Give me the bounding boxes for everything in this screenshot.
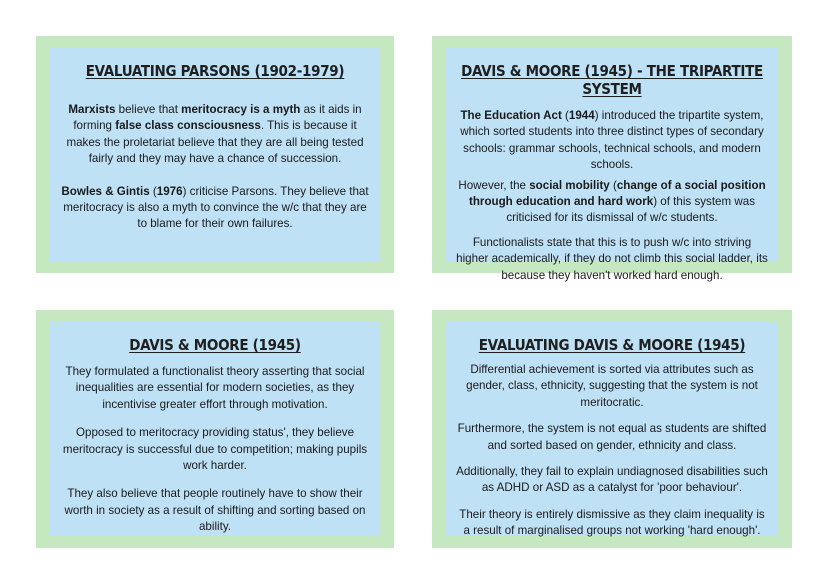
bold-text: meritocracy is a myth bbox=[181, 103, 301, 116]
text-run: Functionalists state that this is to push w/c into striving higher academically, if they do not climb this social ladder, its because they haven't worked hard enough. bbox=[456, 235, 768, 282]
text-run: ) introduced the tripartite system, which sorted students into three distinct types of secondary schools: grammar schools, technical schools, and modern schools. bbox=[460, 109, 764, 172]
text-run: They formulated a functionalist theory asserting that social inequalities are essential for modern societies, as they incentivise greater effort through motivation. bbox=[65, 365, 365, 411]
text-run: as it aids in forming bbox=[73, 103, 362, 133]
paragraph bbox=[456, 507, 768, 540]
text-run: Additionally, they fail to explain undiagnosed disabilities such as ADHD or ASD as a catalyst for 'poor behaviour'. bbox=[456, 465, 768, 495]
bold-text: social mobility bbox=[529, 178, 610, 192]
paragraph bbox=[60, 364, 370, 413]
paragraph bbox=[60, 425, 370, 474]
paragraph bbox=[456, 108, 768, 174]
paragraph bbox=[456, 464, 768, 497]
text-run: ( bbox=[609, 178, 617, 192]
card-evaluating-davis-moore bbox=[432, 310, 792, 548]
text-run: Differential achievement is sorted via attributes such as gender, class, ethnicity, suggesting that the system is not meritocratic. bbox=[466, 363, 758, 409]
card-content bbox=[50, 48, 380, 261]
text-run: They also believe that people routinely have to show their worth in society as a result of shifting and sorting based on ability. bbox=[64, 487, 366, 534]
paragraph bbox=[60, 184, 370, 233]
card-content bbox=[446, 48, 778, 282]
paragraph bbox=[456, 178, 768, 227]
card-evaluating-parsons bbox=[36, 36, 394, 273]
paragraph bbox=[456, 235, 768, 284]
text-run: Their theory is entirely dismissive as they claim inequality is a result of marginalised groups not working 'hard enough'. bbox=[459, 507, 765, 538]
paragraph bbox=[60, 102, 370, 168]
paragraph bbox=[456, 421, 768, 454]
card-content bbox=[446, 322, 778, 536]
bold-text: change of a social position through education and hard work bbox=[468, 178, 766, 209]
bold-text: false class consciousness bbox=[115, 119, 261, 133]
text-run: ( bbox=[149, 184, 157, 198]
text-run: ( bbox=[561, 109, 569, 122]
card-content bbox=[50, 322, 380, 536]
bold-text: Bowles & Gintis bbox=[61, 184, 150, 198]
text-run: However, the bbox=[458, 178, 530, 192]
card-title: EVALUATING DAVIS & MOORE (1945) bbox=[478, 336, 746, 354]
bold-text: 1944 bbox=[568, 109, 595, 122]
card-davis-moore bbox=[36, 310, 394, 548]
bold-text: 1976 bbox=[156, 184, 183, 198]
bold-text: The Education Act bbox=[460, 109, 562, 122]
card-tripartite-system bbox=[432, 36, 792, 282]
text-run: . This is because it makes the proletariat believe that they are all being tested fairly and they may have a chance of succession. bbox=[66, 119, 364, 166]
text-run: Furthermore, the system is not equal as students are shifted and sorted based on gender, ethnicity and class. bbox=[457, 422, 767, 452]
bold-text: Marxists bbox=[68, 103, 116, 116]
text-run: ) of this system was criticised for its dismissal of w/c students. bbox=[506, 195, 755, 225]
card-title: EVALUATING PARSONS (1902-1979) bbox=[85, 62, 345, 80]
card-title: DAVIS & MOORE (1945) - THE TRIPARTITE SYSTEM bbox=[461, 62, 763, 98]
card-title: DAVIS & MOORE (1945) bbox=[129, 336, 301, 354]
paragraph bbox=[456, 362, 768, 411]
paragraph bbox=[60, 486, 370, 535]
text-run: ) criticise Parsons. They believe that meritocracy is also a myth to convince the w/c that they are to blame for their own failures. bbox=[63, 184, 369, 231]
text-run: believe that bbox=[115, 103, 182, 116]
text-run: Opposed to meritocracy providing status', they believe meritocracy is successful due to competition; making pupils work harder. bbox=[62, 426, 368, 473]
